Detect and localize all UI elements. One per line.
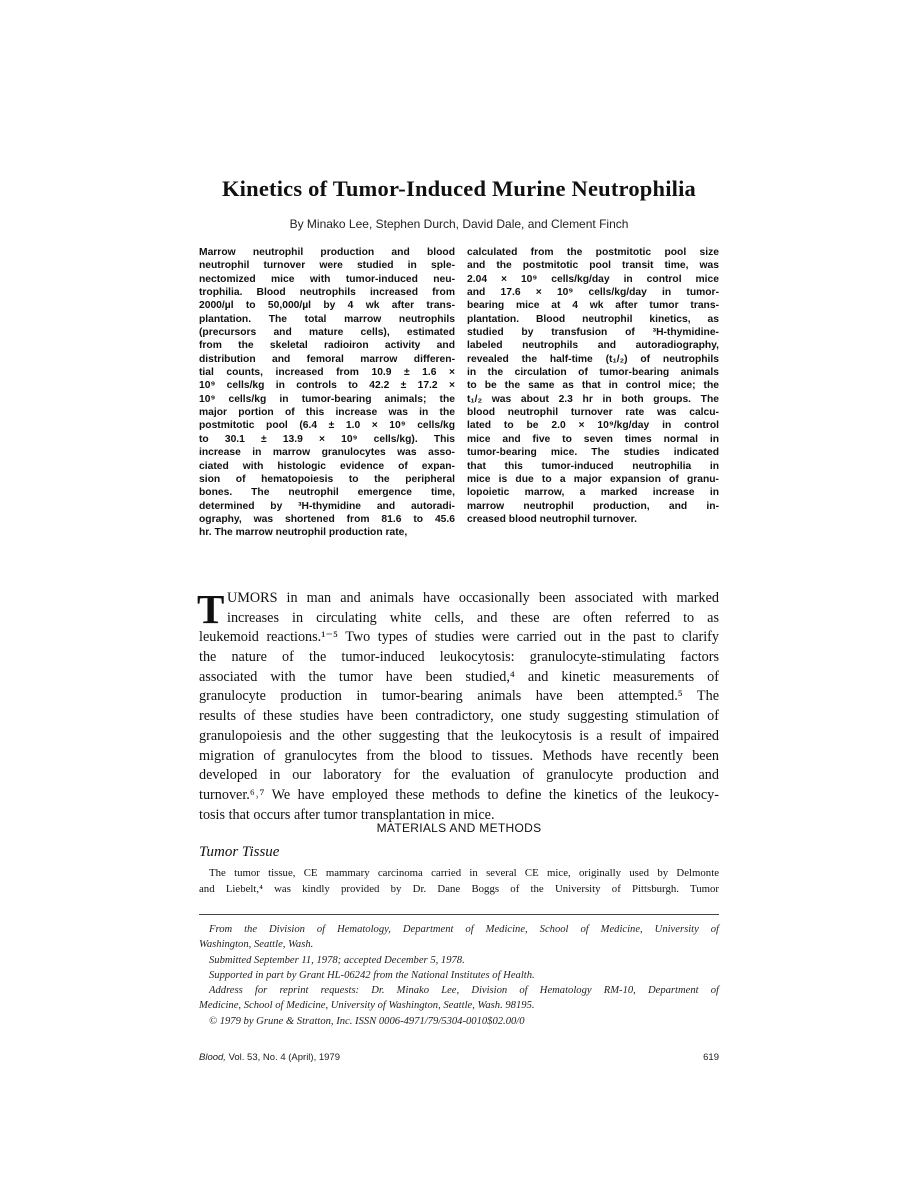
abstract-line: 2000/µl to 50,000/µl by 4 wk after trans- xyxy=(199,300,455,312)
abstract-line: in the circulation of tumor-bearing animals xyxy=(467,367,719,379)
footnote-line: Submitted September 11, 1978; accepted December 5, 1978. xyxy=(209,954,465,966)
abstract-line: bearing mice at 4 wk after tumor trans- xyxy=(467,300,719,312)
page-footer xyxy=(199,1050,719,1066)
abstract-line: postmitotic pool (6.4 ± 1.0 × 10⁹ cells/kg xyxy=(199,420,455,432)
abstract-line: to 30.1 ± 13.9 × 10⁹ cells/kg). This xyxy=(199,433,455,445)
abstract-line: studied by transfusion of ³H-thymidine- xyxy=(467,327,719,339)
footnote-divider xyxy=(199,914,719,915)
abstract-line: hr. The marrow neutrophil production rate, xyxy=(199,527,408,539)
footnote-line: © 1979 by Grune & Stratton, Inc. ISSN 0006-4971/79/5304-0010$02.00/0 xyxy=(209,1015,525,1027)
journal-volume: Vol. 53, No. 4 (April), 1979 xyxy=(225,1052,340,1063)
abstract-line: (precursors and mature cells), estimated xyxy=(199,327,455,339)
body-line: UMORS in man and animals have occasionally been associated with marked xyxy=(227,590,719,606)
body-line: granulopoiesis and the other suggesting that the leukocytosis is a result of impaired xyxy=(199,727,719,744)
abstract-line: tumor-bearing mice. The studies indicated xyxy=(467,447,719,459)
tumor-tissue-paragraph xyxy=(199,866,719,897)
abstract-line: to be the same as that in control mice; the xyxy=(467,380,719,392)
footnotes xyxy=(199,922,719,1029)
abstract-line: increase in marrow granulocytes was asso- xyxy=(199,447,455,459)
subsection-heading-tumor-tissue: Tumor Tissue xyxy=(199,844,280,860)
abstract-column-left xyxy=(199,246,455,540)
body-line: results of these studies have been contradictory, one study suggesting stimulation of xyxy=(199,708,719,725)
body-line: and Liebelt,⁴ was kindly provided by Dr. Dane Boggs of the University of Pittsburgh. Tumor xyxy=(199,882,719,895)
abstract-line: and the postmitotic pool transit time, was xyxy=(467,260,719,272)
abstract-line: Marrow neutrophil production and blood xyxy=(199,247,455,258)
abstract-line: lated to be 2.0 × 10⁹/kg/day in control xyxy=(467,420,719,432)
body-line: increases in circulating white cells, and these are often referred to as xyxy=(227,609,719,626)
footnote-line: From the Division of Hematology, Department of Medicine, School of Medicine, University of xyxy=(209,924,719,935)
footnote-line: Supported in part by Grant HL-06242 from the National Institutes of Health. xyxy=(209,969,535,981)
abstract-line: distribution and femoral marrow differen- xyxy=(199,353,455,365)
abstract-line: plantation. Blood neutrophil kinetics, as xyxy=(467,313,719,325)
abstract-line: labeled neutrophils and autoradiography, xyxy=(467,340,719,352)
abstract-line: lopoietic marrow, a marked increase in xyxy=(467,487,719,499)
journal-page xyxy=(199,0,719,1188)
body-line: the nature of the tumor-induced leukocytosis: granulocyte-stimulating factors xyxy=(199,649,719,666)
abstract-line: calculated from the postmitotic pool size xyxy=(467,247,719,258)
abstract-column-right xyxy=(467,246,719,526)
footnote-line: Washington, Seattle, Wash. xyxy=(199,939,314,951)
introduction-lines xyxy=(197,586,719,825)
abstract-line: neutrophil turnover were studied in sple- xyxy=(199,260,455,272)
abstract-line: creased blood neutrophil turnover. xyxy=(467,513,637,525)
journal-citation xyxy=(199,1050,340,1066)
body-line: granulocyte production in tumor-bearing animals have been attempted.⁵ The xyxy=(199,688,719,705)
abstract-line: sion of hematopoiesis to the peripheral xyxy=(199,473,455,485)
abstract-line: mice and five to seven times normal in xyxy=(467,433,719,445)
abstract-line: 2.04 × 10⁹ cells/kg/day in control mice xyxy=(467,273,719,285)
drop-cap: T xyxy=(197,586,225,632)
abstract-line: ciated with histologic evidence of expan- xyxy=(199,460,455,472)
abstract-line: nectomized mice with tumor-induced neu- xyxy=(199,273,455,285)
abstract-line: that this tumor-induced neutrophilia in xyxy=(467,460,719,472)
body-line: migration of granulocytes from the blood to tissues. Methods have recently been xyxy=(199,747,719,764)
abstract-line: and 17.6 × 10⁹ cells/kg/day in tumor- xyxy=(467,287,719,299)
abstract-line: tial counts, increased from 10.9 ± 1.6 × xyxy=(199,367,455,379)
abstract-line: trophilia. Blood neutrophils increased from xyxy=(199,287,455,299)
abstract-line: mice is due to a major expansion of granu- xyxy=(467,473,719,485)
journal-name: Blood, xyxy=(199,1052,226,1063)
abstract-line: revealed the half-time (t₁/₂) of neutrophils xyxy=(467,353,719,365)
body-line: leukemoid reactions.¹⁻⁵ Two types of studies were carried out in the past to clarify xyxy=(199,629,719,646)
abstract-line: major portion of this increase was in the xyxy=(199,407,455,419)
section-heading-materials-methods: MATERIALS AND METHODS xyxy=(376,821,542,835)
abstract-line: 10⁹ cells/kg in controls to 42.2 ± 17.2 × xyxy=(199,380,455,392)
abstract-line: determined by ³H-thymidine and autoradi- xyxy=(199,500,455,512)
footnote-line: Address for reprint requests: Dr. Minako Lee, Division of Hematology RM-10, Department of xyxy=(209,985,719,997)
body-line: associated with the tumor have been studied,⁴ and kinetic measurements of xyxy=(199,668,719,685)
abstract-line: 10⁹ cells/kg in tumor-bearing animals; the xyxy=(199,393,455,405)
body-line: The tumor tissue, CE mammary carcinoma carried in several CE mice, originally used by Delmonte xyxy=(209,867,719,879)
body-line: developed in our laboratory for the evaluation of granulocyte production and xyxy=(199,767,719,784)
introduction-paragraph xyxy=(197,586,719,825)
abstract-line: t₁/₂ was about 2.3 hr in both groups. The xyxy=(467,393,719,405)
page-number: 619 xyxy=(703,1052,719,1063)
abstract-line: blood neutrophil turnover rate was calcu- xyxy=(467,407,719,419)
body-line: turnover.⁶˒⁷ We have employed these methods to define the kinetics of the leukocy- xyxy=(199,786,719,803)
abstract-line: marrow neutrophil production, and in- xyxy=(467,500,719,512)
article-authors: By Minako Lee, Stephen Durch, David Dale, and Clement Finch xyxy=(289,217,629,231)
article-title: Kinetics of Tumor-Induced Murine Neutrophilia xyxy=(221,176,697,201)
abstract-line: ography, was shortened from 81.6 to 45.6 xyxy=(199,513,455,525)
abstract-line: from the skeletal radioiron activity and xyxy=(199,340,455,352)
abstract-line: plantation. The total marrow neutrophils xyxy=(199,313,455,325)
body-line: tosis that occurs after tumor transplantation in mice. xyxy=(199,806,495,823)
abstract-line: bones. The neutrophil emergence time, xyxy=(199,487,455,499)
footnote-line: Medicine, School of Medicine, University of Washington, Seattle, Wash. 98195. xyxy=(199,1000,535,1012)
